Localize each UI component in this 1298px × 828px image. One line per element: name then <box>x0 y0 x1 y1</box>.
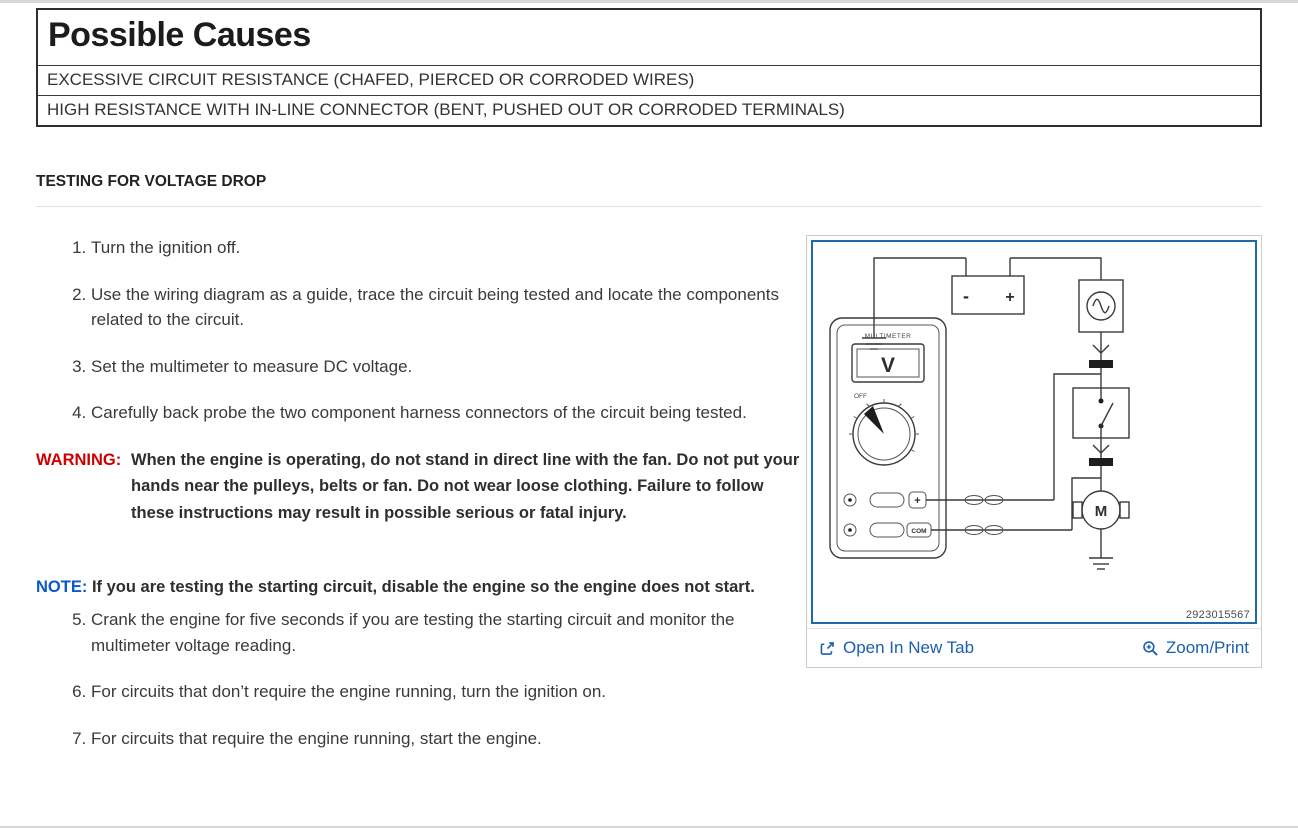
warning-block <box>36 447 806 527</box>
multimeter-symbol <box>830 318 946 558</box>
figure-image <box>811 240 1257 624</box>
svg-text:MULTIMETER: MULTIMETER <box>864 333 912 340</box>
svg-text:-: - <box>963 286 969 306</box>
figure-card <box>806 235 1262 668</box>
possible-causes-title: Possible Causes <box>38 10 1260 66</box>
inline-connector-top <box>1089 360 1113 368</box>
warning-label: WARNING: <box>36 450 122 469</box>
zoom-print-label: Zoom/Print <box>1165 638 1249 657</box>
zoom-icon <box>1142 640 1159 657</box>
open-in-new-tab-label: Open In New Tab <box>843 638 975 657</box>
test-leads <box>926 374 1101 535</box>
warning-text: When the engine is operating, do not stand in direct line with the fan. Do not put your hands near the pulleys, belts or fan. Do not wear loose clothing. Failure to follow these instructions may result in possible serious or fatal injury. <box>131 450 800 522</box>
step-item: 6. For circuits that don’t require the engine running, turn the ignition on. <box>91 679 806 705</box>
note-block <box>36 575 806 600</box>
step-item: 5. Crank the engine for five seconds if you are testing the starting circuit and monitor the multimeter voltage reading. <box>91 607 806 658</box>
possible-cause-row: EXCESSIVE CIRCUIT RESISTANCE (CHAFED, PIERCED OR CORRODED WIRES) <box>47 70 695 89</box>
svg-text:OFF: OFF <box>854 393 867 400</box>
step-item: 1. Turn the ignition off. <box>91 235 806 261</box>
possible-causes-table <box>36 8 1262 127</box>
procedure-text-column <box>36 235 806 772</box>
steps-list-2 <box>36 607 806 751</box>
possible-cause-row: HIGH RESISTANCE WITH IN-LINE CONNECTOR (BENT, PUSHED OUT OR CORRODED TERMINALS) <box>38 95 1260 125</box>
zoom-print-link[interactable] <box>1142 638 1249 658</box>
step-item: 3. Set the multimeter to measure DC voltage. <box>91 354 806 380</box>
svg-text:+: + <box>1005 289 1015 306</box>
section-heading: TESTING FOR VOLTAGE DROP <box>36 173 1262 207</box>
ground-symbol-motor <box>1089 558 1113 569</box>
document-content <box>0 3 1298 772</box>
step-item: 4. Carefully back probe the two component harness connectors of the circuit being tested. <box>91 400 806 426</box>
open-in-new-tab-icon <box>819 640 836 657</box>
svg-text:+: + <box>914 495 921 507</box>
motor-symbol <box>1073 491 1129 529</box>
two-column-layout <box>36 235 1262 772</box>
figure-footer <box>807 628 1261 667</box>
step-item: 2. Use the wiring diagram as a guide, trace the circuit being tested and locate the components related to the circuit. <box>91 282 806 333</box>
connector-component-symbol <box>1079 280 1123 332</box>
step-item: 7. For circuits that require the engine running, start the engine. <box>91 726 806 752</box>
note-text: If you are testing the starting circuit, disable the engine so the engine does not start. <box>91 577 755 596</box>
battery-symbol <box>952 258 1024 314</box>
figure-number: 2923015567 <box>1185 609 1250 621</box>
switch-symbol <box>1073 388 1129 438</box>
note-label: NOTE: <box>36 577 88 596</box>
dial-pointer <box>864 406 884 434</box>
svg-text:M: M <box>1094 503 1108 520</box>
open-in-new-tab-link[interactable] <box>819 638 974 658</box>
inline-connector-bottom <box>1089 458 1113 466</box>
steps-list-1 <box>36 235 806 426</box>
svg-text:COM: COM <box>911 528 927 535</box>
wiring-diagram <box>813 242 1255 622</box>
svg-text:V: V <box>880 354 896 377</box>
